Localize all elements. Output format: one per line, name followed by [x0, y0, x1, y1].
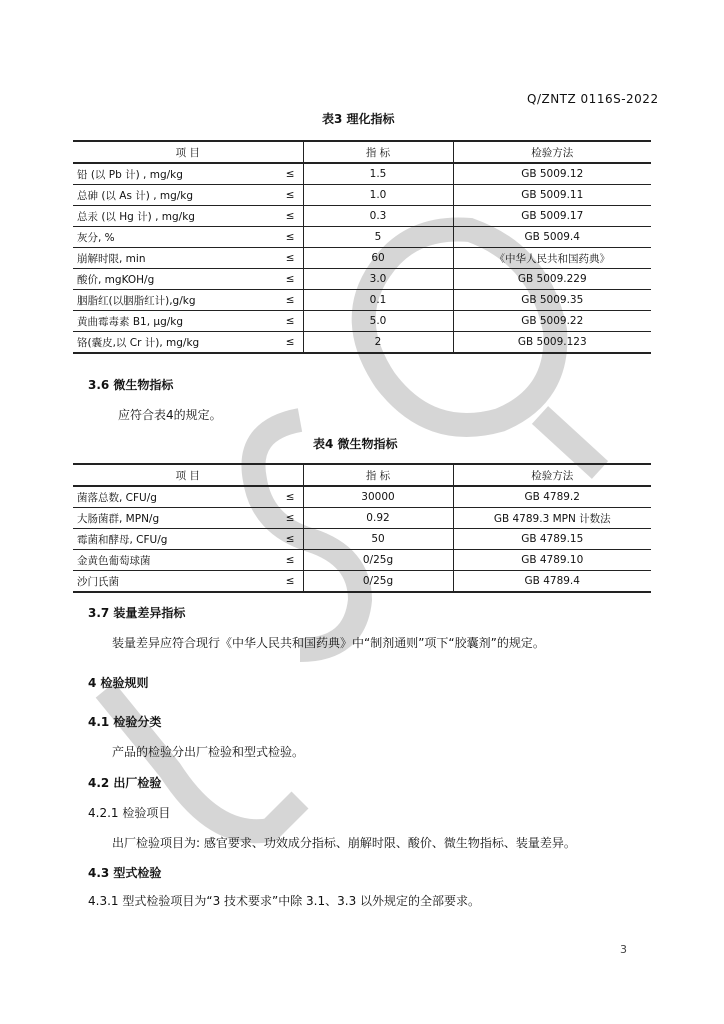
row-operator: ≤ [278, 486, 303, 508]
row-operator: ≤ [278, 227, 303, 248]
row-item: 大肠菌群, MPN/g [73, 508, 278, 529]
table-row [73, 227, 651, 248]
row-operator: ≤ [278, 290, 303, 311]
row-value: 2 [303, 332, 453, 354]
section-heading: 3.7 装量差异指标 [88, 606, 186, 620]
row-item: 灰分, % [73, 227, 278, 248]
table-row [73, 529, 651, 550]
row-item: 总汞 (以 Hg 计) , mg/kg [73, 206, 278, 227]
row-method: GB 5009.123 [453, 332, 651, 354]
table4-caption: 表4 微生物指标 [313, 437, 398, 451]
row-method: GB 5009.17 [453, 206, 651, 227]
table-row [73, 571, 651, 593]
row-value: 0.3 [303, 206, 453, 227]
row-item: 铬(囊皮,以 Cr 计), mg/kg [73, 332, 278, 354]
row-value: 1.0 [303, 185, 453, 206]
physicochemical-table [73, 140, 651, 354]
table-row [73, 248, 651, 269]
row-item: 铅 (以 Pb 计) , mg/kg [73, 163, 278, 185]
row-method: GB 5009.229 [453, 269, 651, 290]
standard-code: Q/ZNTZ 0116S-2022 [527, 92, 659, 106]
row-item: 沙门氏菌 [73, 571, 278, 593]
row-value: 0.92 [303, 508, 453, 529]
row-value: 60 [303, 248, 453, 269]
row-operator: ≤ [278, 163, 303, 185]
row-operator: ≤ [278, 508, 303, 529]
row-operator: ≤ [278, 529, 303, 550]
table-row [73, 486, 651, 508]
row-method: GB 5009.4 [453, 227, 651, 248]
row-method: GB 5009.35 [453, 290, 651, 311]
row-method: GB 5009.22 [453, 311, 651, 332]
table-row [73, 290, 651, 311]
row-operator: ≤ [278, 550, 303, 571]
row-operator: ≤ [278, 332, 303, 354]
row-item: 霉菌和酵母, CFU/g [73, 529, 278, 550]
row-item: 黄曲霉毒素 B1, μg/kg [73, 311, 278, 332]
row-item: 总砷 (以 As 计) , mg/kg [73, 185, 278, 206]
row-item: 崩解时限, min [73, 248, 278, 269]
row-item: 菌落总数, CFU/g [73, 486, 278, 508]
row-value: 0.1 [303, 290, 453, 311]
section-heading: 4.1 检验分类 [88, 715, 162, 729]
subsection-heading: 4.2.1 检验项目 [88, 806, 171, 820]
table-row [73, 550, 651, 571]
row-operator: ≤ [278, 206, 303, 227]
row-item: 金黄色葡萄球菌 [73, 550, 278, 571]
section-body: 4.3.1 型式检验项目为“3 技术要求”中除 3.1、3.3 以外规定的全部要求。 [88, 894, 481, 908]
row-value: 5 [303, 227, 453, 248]
row-operator: ≤ [278, 269, 303, 290]
row-method: GB 5009.11 [453, 185, 651, 206]
column-header-item: 项 目 [73, 141, 303, 163]
table-header-row [73, 141, 651, 163]
row-operator: ≤ [278, 185, 303, 206]
row-method: GB 4789.4 [453, 571, 651, 593]
table-row [73, 269, 651, 290]
column-header-method: 检验方法 [453, 141, 651, 163]
row-method: GB 4789.15 [453, 529, 651, 550]
section-heading: 3.6 微生物指标 [88, 378, 174, 392]
row-value: 0/25g [303, 550, 453, 571]
column-header-method: 检验方法 [453, 464, 651, 486]
section-body: 出厂检验项目为: 感官要求、功效成分指标、崩解时限、酸价、微生物指标、装量差异。 [112, 836, 576, 850]
row-value: 3.0 [303, 269, 453, 290]
row-value: 5.0 [303, 311, 453, 332]
row-value: 50 [303, 529, 453, 550]
row-method: GB 4789.3 MPN 计数法 [453, 508, 651, 529]
column-header-indicator: 指 标 [303, 141, 453, 163]
table3-caption: 表3 理化指标 [322, 112, 395, 126]
table-row [73, 332, 651, 354]
section-body: 装量差异应符合现行《中华人民共和国药典》中“制剂通则”项下“胶囊剂”的规定。 [112, 636, 545, 650]
row-value: 1.5 [303, 163, 453, 185]
microbiological-table [73, 463, 651, 593]
row-operator: ≤ [278, 248, 303, 269]
row-operator: ≤ [278, 311, 303, 332]
row-method: GB 4789.2 [453, 486, 651, 508]
row-method: GB 5009.12 [453, 163, 651, 185]
table-row [73, 311, 651, 332]
table-row [73, 163, 651, 185]
row-value: 0/25g [303, 571, 453, 593]
row-operator: ≤ [278, 571, 303, 593]
section-heading: 4 检验规则 [88, 676, 149, 690]
column-header-item: 项 目 [73, 464, 303, 486]
section-heading: 4.2 出厂检验 [88, 776, 162, 790]
row-value: 30000 [303, 486, 453, 508]
row-item: 酸价, mgKOH/g [73, 269, 278, 290]
section-body: 应符合表4的规定。 [118, 408, 222, 422]
table-row [73, 185, 651, 206]
row-method: 《中华人民共和国药典》 [453, 248, 651, 269]
row-item: 胭脂红(以胭脂红计),g/kg [73, 290, 278, 311]
row-method: GB 4789.10 [453, 550, 651, 571]
column-header-indicator: 指 标 [303, 464, 453, 486]
section-heading: 4.3 型式检验 [88, 866, 162, 880]
section-body: 产品的检验分出厂检验和型式检验。 [112, 745, 305, 759]
page-number: 3 [620, 943, 627, 956]
table-row [73, 206, 651, 227]
table-header-row [73, 464, 651, 486]
table-row [73, 508, 651, 529]
